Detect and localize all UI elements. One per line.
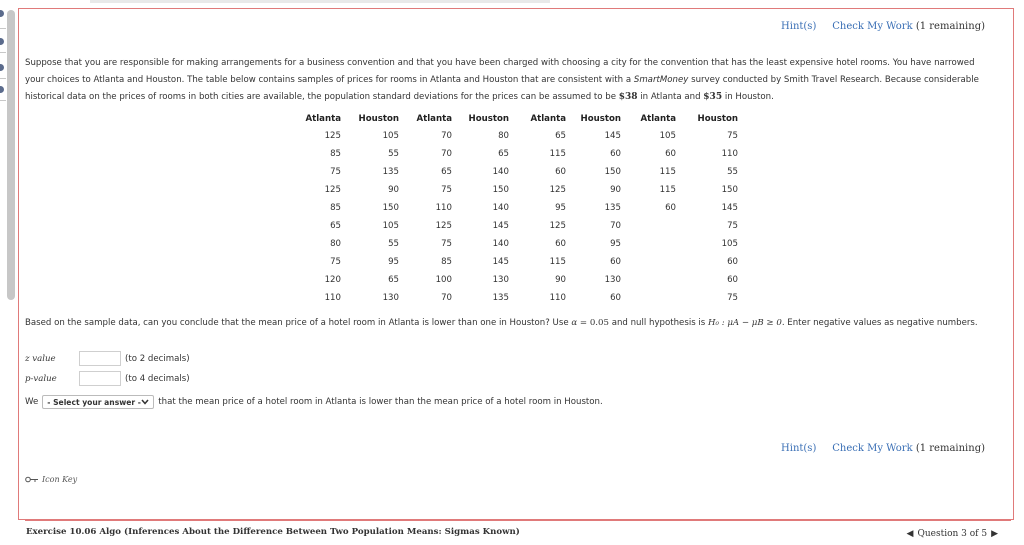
cut-off-header (90, 0, 550, 3)
nav-dot[interactable] (0, 86, 4, 93)
column-header: Houston (468, 114, 509, 124)
table-cell: 60 (727, 275, 738, 285)
nav-dot[interactable] (0, 10, 4, 17)
table-cell: 130 (492, 275, 509, 285)
table-cell: 90 (388, 185, 399, 195)
conclusion-suffix: that the mean price of a hotel room in Atlanta is lower than the mean price of a hotel room in Houston. (158, 397, 603, 407)
table-cell: 80 (330, 239, 341, 249)
remaining-count: (1 remaining) (915, 443, 985, 454)
null-hypothesis: H₀ : μA − μB ≥ 0 (708, 318, 782, 328)
table-cell: 125 (549, 185, 566, 195)
problem-intro (25, 55, 980, 106)
table-cell: 150 (382, 203, 399, 213)
table-cell: 60 (610, 257, 621, 267)
column-header: Houston (358, 114, 399, 124)
table-cell: 60 (610, 293, 621, 303)
column-header: Atlanta (640, 114, 676, 124)
table-row (302, 271, 738, 289)
table-cell: 115 (659, 185, 676, 195)
table-cell: 145 (721, 203, 738, 213)
table-cell: 75 (727, 221, 738, 231)
question-part: . Enter negative values as negative numbers. (781, 318, 978, 328)
table-cell: 115 (659, 167, 676, 177)
table-cell: 90 (555, 275, 566, 285)
table-cell: 135 (604, 203, 621, 213)
price-table (302, 111, 738, 307)
table-cell: 85 (330, 149, 341, 159)
atlanta-sd: $38 (618, 92, 638, 102)
question-nav (907, 529, 998, 539)
table-cell: 140 (492, 167, 509, 177)
table-cell: 140 (492, 203, 509, 213)
column-header: Atlanta (530, 114, 566, 124)
table-cell: 60 (610, 149, 621, 159)
table-cell: 60 (727, 257, 738, 267)
conclusion-prefix: We (25, 397, 39, 407)
check-my-work-link[interactable]: Check My Work (832, 21, 913, 32)
divider (0, 78, 6, 79)
table-cell: 85 (330, 203, 341, 213)
table-row (302, 127, 738, 145)
icon-key[interactable] (25, 475, 77, 484)
intro-text: in Houston. (722, 92, 774, 102)
table-cell (621, 235, 676, 253)
table-cell: 105 (721, 239, 738, 249)
z-value-input[interactable] (79, 351, 121, 366)
table-header-row (302, 111, 738, 127)
table-cell: 115 (549, 149, 566, 159)
hint-link[interactable]: Hint(s) (781, 443, 817, 454)
table-cell: 60 (665, 203, 676, 213)
table-cell: 105 (659, 131, 676, 141)
alpha-symbol: α (571, 318, 578, 328)
table-cell: 80 (498, 131, 509, 141)
table-row (302, 145, 738, 163)
table-row (302, 181, 738, 199)
intro-text: in Atlanta and (637, 92, 704, 102)
hint-bar-top (781, 21, 985, 32)
select-value: - Select your answer - (47, 397, 141, 407)
question-part: Based on the sample data, can you conclude that the mean price of a hotel room in Atlanta is lower than one in Houston? Use (25, 318, 572, 328)
table-cell: 150 (721, 185, 738, 195)
p-value-note: (to 4 decimals) (125, 374, 190, 384)
table-cell: 145 (604, 131, 621, 141)
divider (0, 52, 6, 53)
icon-key-label: Icon Key (42, 475, 78, 484)
table-cell: 75 (727, 131, 738, 141)
question-counter: Question 3 of 5 (917, 529, 988, 539)
column-header: Houston (697, 114, 738, 124)
table-cell: 55 (388, 239, 399, 249)
question-panel (18, 8, 1014, 520)
table-cell: 130 (604, 275, 621, 285)
hint-link[interactable]: Hint(s) (781, 21, 817, 32)
column-header: Atlanta (305, 114, 341, 124)
table-cell: 60 (665, 149, 676, 159)
table-cell: 145 (492, 221, 509, 231)
intro-text: Suppose that you are responsible for making arrangements for a business convention and that you have been charged with choosing a city for the convention that has the least expensive hotel rooms. You have narrowed your choices to Atlanta and Houston. The table below contains samples of prices for rooms in Atlanta and Houston that are consistent with a (25, 58, 975, 85)
table-cell: 110 (324, 293, 341, 303)
table-cell: 70 (441, 149, 452, 159)
table-cell (621, 253, 676, 271)
table-cell: 110 (549, 293, 566, 303)
table-cell: 95 (555, 203, 566, 213)
table-row (302, 163, 738, 181)
hint-bar-bottom (781, 443, 985, 454)
table-cell: 150 (492, 185, 509, 195)
table-cell: 55 (727, 167, 738, 177)
p-value-label: p-value (25, 374, 57, 384)
table-cell: 55 (388, 149, 399, 159)
remaining-count: (1 remaining) (915, 21, 985, 32)
table-cell: 65 (388, 275, 399, 285)
table-row (302, 217, 738, 235)
table-row (302, 289, 738, 307)
table-cell: 75 (330, 257, 341, 267)
table-cell: 105 (382, 221, 399, 231)
table-cell: 140 (492, 239, 509, 249)
table-cell: 125 (324, 185, 341, 195)
z-value-note: (to 2 decimals) (125, 354, 190, 364)
table-cell: 65 (555, 131, 566, 141)
table-cell: 125 (435, 221, 452, 231)
nav-dot[interactable] (0, 64, 4, 71)
alpha-value: = 0.05 (577, 318, 609, 328)
check-my-work-link[interactable]: Check My Work (832, 443, 913, 454)
table-cell (621, 289, 676, 307)
table-cell: 85 (441, 257, 452, 267)
footer-divider (25, 520, 1011, 521)
p-value-input[interactable] (79, 371, 121, 386)
divider (0, 100, 6, 101)
chevron-down-icon (141, 399, 149, 405)
table-cell: 115 (549, 257, 566, 267)
table-cell: 60 (555, 239, 566, 249)
table-cell: 75 (441, 239, 452, 249)
column-header: Atlanta (416, 114, 452, 124)
table-cell: 65 (441, 167, 452, 177)
table-cell (621, 271, 676, 289)
table-cell: 70 (441, 293, 452, 303)
table-cell: 65 (330, 221, 341, 231)
table-cell: 75 (441, 185, 452, 195)
table-cell: 90 (610, 185, 621, 195)
column-header: Houston (580, 114, 621, 124)
table-row (302, 253, 738, 271)
table-cell: 95 (610, 239, 621, 249)
table-cell: 95 (388, 257, 399, 267)
table-row (302, 199, 738, 217)
question-part: and null hypothesis is (608, 318, 709, 328)
table-cell: 65 (498, 149, 509, 159)
table-cell: 125 (549, 221, 566, 231)
table-cell: 75 (727, 293, 738, 303)
table-row (302, 235, 738, 253)
key-icon (25, 476, 39, 483)
table-cell: 145 (492, 257, 509, 267)
next-question-icon[interactable]: ▶ (991, 529, 998, 539)
conclusion-select[interactable] (42, 395, 154, 409)
table-cell: 70 (610, 221, 621, 231)
table-cell: 100 (435, 275, 452, 285)
table-cell: 110 (435, 203, 452, 213)
table-cell: 75 (330, 167, 341, 177)
table-cell: 135 (382, 167, 399, 177)
table-cell: 120 (324, 275, 341, 285)
table-cell: 130 (382, 293, 399, 303)
table-cell: 135 (492, 293, 509, 303)
table-cell: 70 (441, 131, 452, 141)
scrollbar[interactable] (7, 10, 15, 300)
houston-sd: $35 (703, 92, 723, 102)
conclusion-line (25, 395, 603, 409)
survey-name: SmartMoney (633, 75, 689, 85)
table-cell: 150 (604, 167, 621, 177)
table-cell: 125 (324, 131, 341, 141)
table-cell: 105 (382, 131, 399, 141)
exercise-title: Exercise 10.06 Algo (Inferences About the Difference Between Two Population Means: Sigmas Known) (26, 527, 520, 537)
nav-dot[interactable] (0, 38, 4, 45)
table-cell (621, 217, 676, 235)
table-cell: 60 (555, 167, 566, 177)
prev-question-icon[interactable]: ◀ (906, 529, 914, 539)
question-text (25, 315, 995, 331)
intro-text: survey conducted by Smith Travel Research. Because considerable historical data on the prices of rooms in both cities are available, the population standard deviations for the prices can be assumed to be (25, 75, 979, 102)
table-cell: 110 (721, 149, 738, 159)
z-value-label: z value (25, 354, 56, 364)
divider (0, 28, 6, 29)
